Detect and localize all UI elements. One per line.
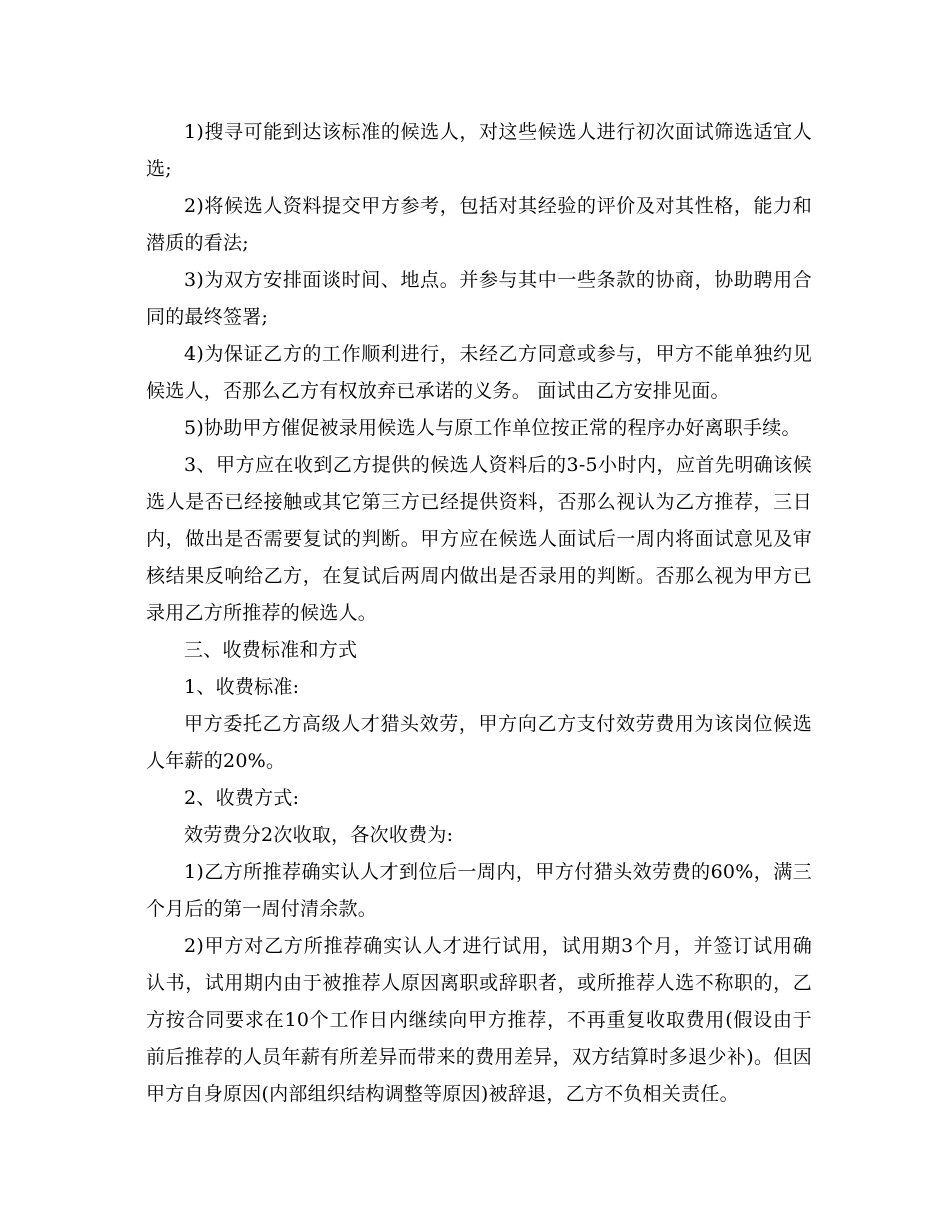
- clause-no-direct-contact: 4)为保证乙方的工作顺利进行，未经乙方同意或参与，甲方不能单独约见候选人，否那么乙方有权放弃已承诺的义务。 面试由乙方安排见面。: [146, 343, 812, 402]
- clause-trial-period: 2)甲方对乙方所推荐确实认人才进行试用，试用期3个月，并签订试用确认书，试用期内由于被推荐人原因离职或辞职者，或所推荐人选不称职的，乙方按合同要求在10个工作日内继续向甲方推荐，不再重复收取费用(假设由于前后推荐的人员年薪有所差异而带来的费用差异，双方结算时多退少补)。但因甲方自身原因(内部组织结构调整等原因)被辞退，乙方不负相关责任。: [146, 935, 812, 1105]
- clause-fee-standard: 甲方委托乙方高级人才猎头效劳，甲方向乙方支付效劳费用为该岗位候选人年薪的20%。: [146, 713, 812, 772]
- clause-resignation-assist: 5)协助甲方催促被录用候选人与原工作单位按正常的程序办好离职手续。: [184, 417, 801, 439]
- clause-party-a-confirmation: 3、甲方应在收到乙方提供的候选人资料后的3-5小时内，应首先明确该候选人是否已经接触或其它第三方已经提供资料，否那么视认为乙方推荐，三日内，做出是否需要复试的判断。甲方应在候选人面试后一周内将面试意见及审核结果反响给乙方，在复试后两周内做出是否录用的判断。否那么视为甲方已录用乙方所推荐的候选人。: [146, 454, 812, 624]
- subheading-fee-standard: 1、收费标准:: [184, 676, 300, 698]
- section-heading-fees: 三、收费标准和方式: [184, 639, 358, 661]
- clause-first-payment: 1)乙方所推荐确实认人才到位后一周内，甲方付猎头效劳费的60%，满三个月后的第一周付清余款。: [146, 861, 812, 920]
- clause-fee-installments: 效劳费分2次收取，各次收费为:: [184, 824, 454, 846]
- clause-search-candidates: 1)搜寻可能到达该标准的候选人，对这些候选人进行初次面试筛选适宜人选;: [146, 121, 812, 180]
- clause-arrange-interviews: 3)为双方安排面谈时间、地点。并参与其中一些条款的协商，协助聘用合同的最终签署;: [146, 269, 812, 328]
- document-body: [146, 114, 812, 1113]
- subheading-fee-method: 2、收费方式:: [184, 787, 300, 809]
- clause-submit-candidate-info: 2)将候选人资料提交甲方参考，包括对其经验的评价及对其性格，能力和潜质的看法;: [146, 195, 812, 254]
